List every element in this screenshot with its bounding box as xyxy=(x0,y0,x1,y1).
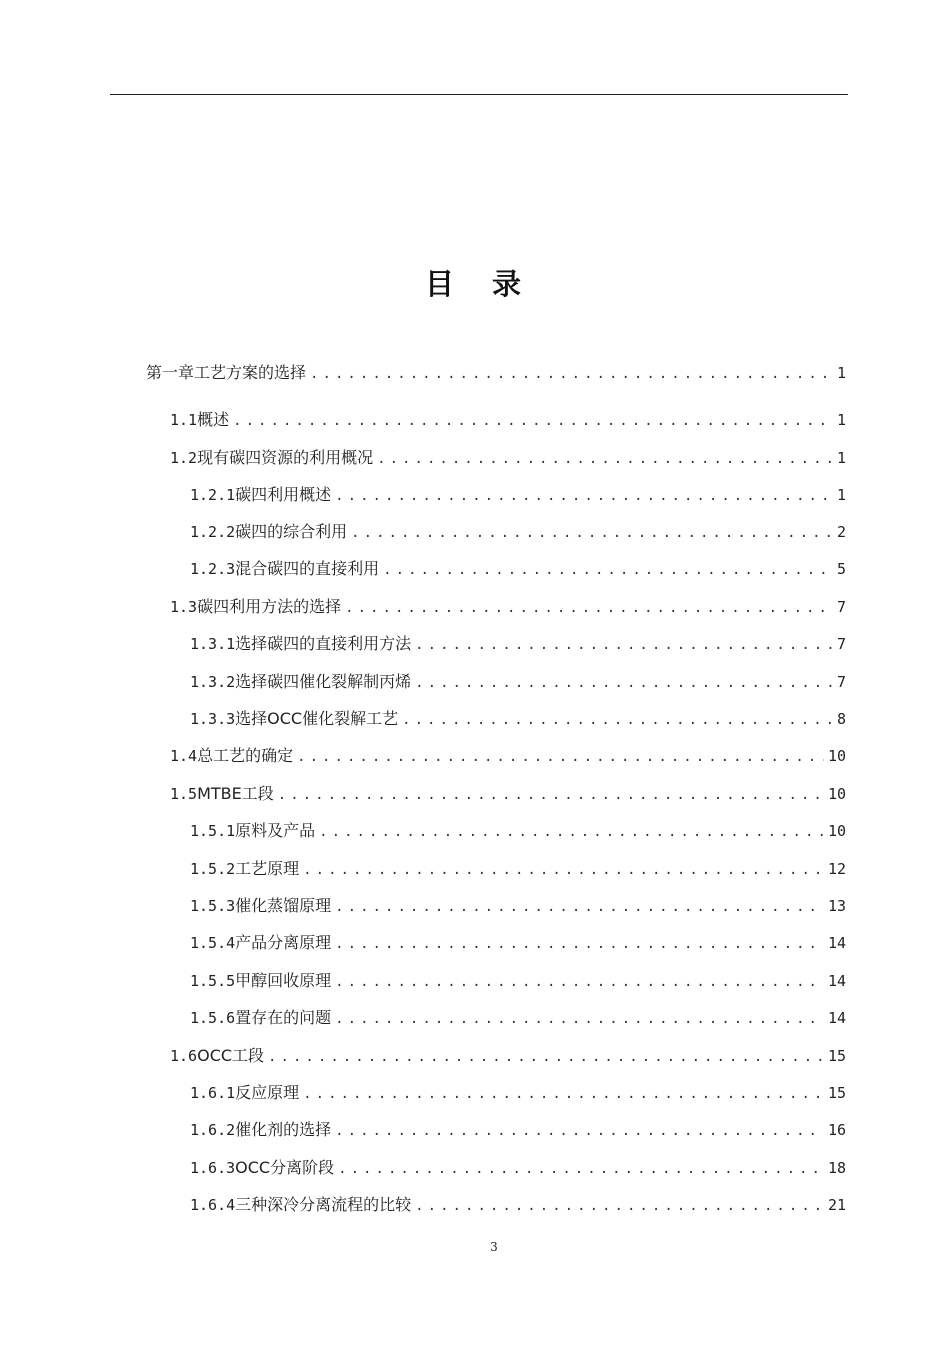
toc-entry-label: 总工艺的确定 xyxy=(197,746,294,765)
toc-dot-leader xyxy=(268,1046,824,1068)
header-rule xyxy=(110,94,848,95)
toc-entry[interactable] xyxy=(190,895,846,917)
toc-entry[interactable] xyxy=(190,1157,846,1179)
toc-dot-leader xyxy=(297,746,824,768)
toc-entry-number: 1.3.2 xyxy=(190,673,236,691)
toc-entry-page: 14 xyxy=(827,934,846,952)
toc-entry[interactable] xyxy=(146,362,846,384)
toc-entry-label: 催化蒸馏原理 xyxy=(235,896,332,915)
toc-entry[interactable] xyxy=(170,409,846,431)
toc-entry-label: 产品分离原理 xyxy=(235,933,332,952)
toc-entry[interactable] xyxy=(170,745,846,767)
toc-entry-number: 1.5.4 xyxy=(190,934,236,952)
toc-entry[interactable] xyxy=(190,558,846,580)
toc-entry[interactable] xyxy=(190,521,846,543)
toc-entry-page: 18 xyxy=(827,1159,846,1177)
toc-entry-label: OCC分离阶段 xyxy=(235,1158,335,1177)
toc-entry[interactable] xyxy=(190,858,846,880)
toc-entry-label: 原料及产品 xyxy=(235,821,316,840)
toc-entry-label: 甲醇回收原理 xyxy=(235,971,332,990)
toc-entry[interactable] xyxy=(170,783,846,805)
toc-dot-leader xyxy=(335,1008,824,1030)
toc-entry-number: 1.2.1 xyxy=(190,486,236,504)
toc-dot-leader xyxy=(335,971,824,993)
toc-entry-number: 1.2.3 xyxy=(190,560,236,578)
toc-dot-leader xyxy=(351,522,833,544)
toc-entry-number: 1.5.6 xyxy=(190,1009,236,1027)
toc-entry-page: 7 xyxy=(836,673,846,691)
toc-entry-page: 8 xyxy=(836,710,846,728)
toc-entry[interactable] xyxy=(190,1082,846,1104)
toc-entry[interactable] xyxy=(190,484,846,506)
toc-entry[interactable] xyxy=(190,1007,846,1029)
toc-entry-label: 概述 xyxy=(197,410,230,429)
toc-entry-page: 16 xyxy=(827,1121,846,1139)
toc-entry-page: 1 xyxy=(836,364,846,382)
toc-dot-leader xyxy=(345,597,833,619)
toc-dot-leader xyxy=(415,634,833,656)
toc-entry-page: 12 xyxy=(827,860,846,878)
toc-entry[interactable] xyxy=(190,671,846,693)
toc-entry-label: 选择碳四催化裂解制丙烯 xyxy=(235,672,412,691)
toc-entry-page: 7 xyxy=(836,598,846,616)
toc-entry-page: 10 xyxy=(827,747,846,765)
toc-entry-label: 催化剂的选择 xyxy=(235,1120,332,1139)
toc-entry-number: 1.3.3 xyxy=(190,710,236,728)
toc-entry-number: 1.5.1 xyxy=(190,822,236,840)
toc-entry-label: OCC工段 xyxy=(197,1046,265,1065)
toc-entry-number: 1.5 xyxy=(170,785,198,803)
toc-entry-label: 工艺方案的选择 xyxy=(194,363,307,382)
toc-entry[interactable] xyxy=(190,820,846,842)
toc-entry-number: 1.5.5 xyxy=(190,972,236,990)
toc-entry-label: 置存在的问题 xyxy=(235,1008,332,1027)
toc-entry[interactable] xyxy=(190,932,846,954)
toc-entry-label: 碳四利用方法的选择 xyxy=(197,597,342,616)
toc-entry-label: 三种深冷分离流程的比较 xyxy=(235,1195,412,1214)
toc-dot-leader xyxy=(415,1195,824,1217)
toc-entry-page: 1 xyxy=(836,449,846,467)
toc-entry-number: 1.3.1 xyxy=(190,635,236,653)
toc-entry-number: 1.6 xyxy=(170,1047,198,1065)
toc-entry-page: 1 xyxy=(836,486,846,504)
toc-entry-label: 反应原理 xyxy=(235,1083,300,1102)
toc-entry-number: 1.4 xyxy=(170,747,198,765)
toc-dot-leader xyxy=(415,672,833,694)
toc-entry-number: 1.5.2 xyxy=(190,860,236,878)
toc-entry-page: 5 xyxy=(836,560,846,578)
toc-entry-number: 1.6.4 xyxy=(190,1196,236,1214)
toc-entry[interactable] xyxy=(170,1045,846,1067)
toc-entry-page: 15 xyxy=(827,1084,846,1102)
toc-entry[interactable] xyxy=(190,633,846,655)
toc-dot-leader xyxy=(338,1158,824,1180)
toc-entry-page: 2 xyxy=(836,523,846,541)
toc-entry-number: 1.6.1 xyxy=(190,1084,236,1102)
toc-dot-leader xyxy=(377,448,833,470)
page-title: 目 录 xyxy=(424,267,536,301)
toc-entry-number: 1.6.2 xyxy=(190,1121,236,1139)
toc-entry-page: 7 xyxy=(836,635,846,653)
toc-entry[interactable] xyxy=(170,596,846,618)
toc-dot-leader xyxy=(335,896,824,918)
toc-entry-label: 选择碳四的直接利用方法 xyxy=(235,634,412,653)
toc-entry-page: 1 xyxy=(836,411,846,429)
toc-dot-leader xyxy=(335,933,824,955)
toc-entry[interactable] xyxy=(190,1119,846,1141)
toc-entry-label: 工艺原理 xyxy=(235,859,300,878)
toc-entry[interactable] xyxy=(190,1194,846,1216)
toc-entry-number: 第一章 xyxy=(146,363,195,382)
toc-entry-page: 13 xyxy=(827,897,846,915)
toc-dot-leader xyxy=(383,559,833,581)
toc-entry-label: 碳四的综合利用 xyxy=(235,522,348,541)
toc-entry-label: 现有碳四资源的利用概况 xyxy=(197,448,374,467)
toc-entry-page: 10 xyxy=(827,785,846,803)
toc-entry-number: 1.6.3 xyxy=(190,1159,236,1177)
toc-entry[interactable] xyxy=(170,447,846,469)
toc-dot-leader xyxy=(319,821,824,843)
toc-entry-page: 14 xyxy=(827,972,846,990)
toc-entry-page: 10 xyxy=(827,822,846,840)
toc-entry-page: 15 xyxy=(827,1047,846,1065)
toc-entry-number: 1.2 xyxy=(170,449,198,467)
toc-dot-leader xyxy=(402,709,833,731)
toc-entry[interactable] xyxy=(190,708,846,730)
toc-entry-number: 1.1 xyxy=(170,411,198,429)
page-number: 3 xyxy=(490,1240,498,1254)
toc-dot-leader xyxy=(335,1120,824,1142)
toc-dot-leader xyxy=(303,1083,824,1105)
toc-entry-number: 1.5.3 xyxy=(190,897,236,915)
toc-entry-label: 碳四利用概述 xyxy=(235,485,332,504)
toc-entry-number: 1.3 xyxy=(170,598,198,616)
toc-dot-leader xyxy=(233,410,833,432)
toc-entry-label: 混合碳四的直接利用 xyxy=(235,559,380,578)
toc-entry-label: MTBE工段 xyxy=(197,784,274,803)
toc-entry-page: 21 xyxy=(827,1196,846,1214)
toc-dot-leader xyxy=(278,784,824,806)
toc-entry-number: 1.2.2 xyxy=(190,523,236,541)
toc-entry[interactable] xyxy=(190,970,846,992)
toc-dot-leader xyxy=(303,859,824,881)
toc-entry-page: 14 xyxy=(827,1009,846,1027)
toc-dot-leader xyxy=(335,485,833,507)
toc-entry-label: 选择OCC催化裂解工艺 xyxy=(235,709,399,728)
toc-dot-leader xyxy=(310,363,833,385)
